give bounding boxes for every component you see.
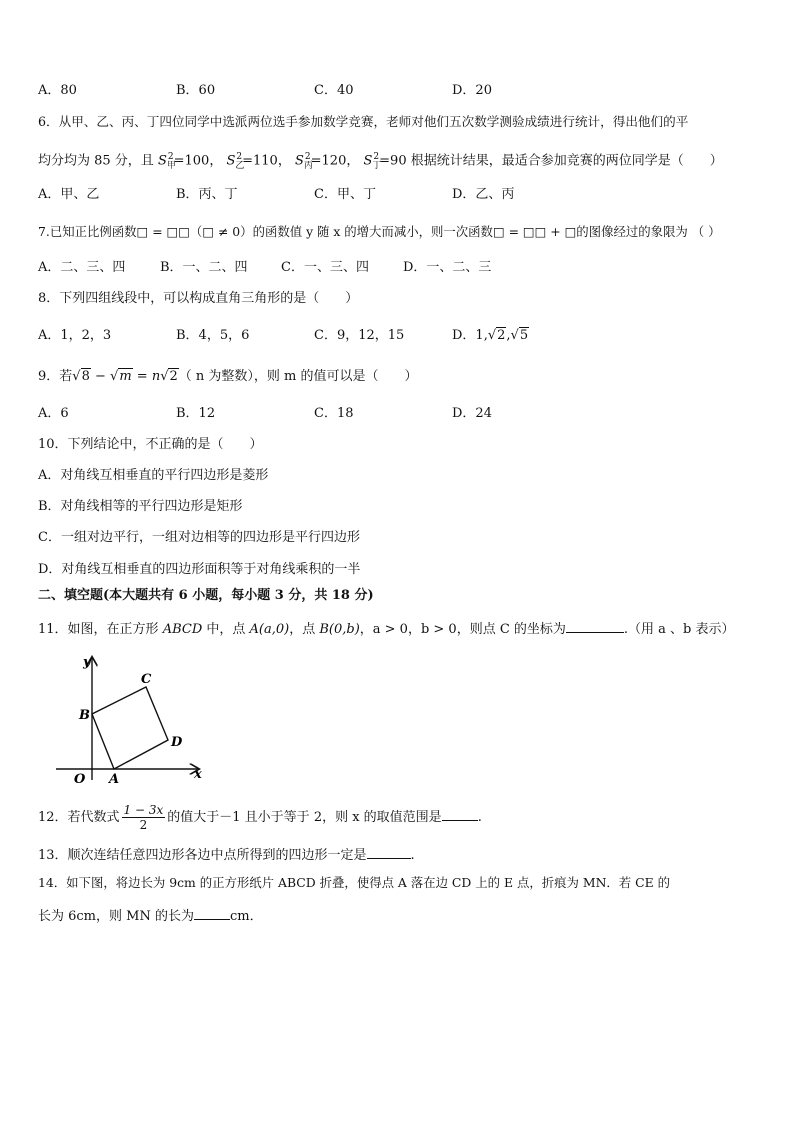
q6-option-d: D．乙、丙 — [452, 187, 515, 202]
q9-option-c: C．18 — [314, 406, 354, 421]
q7-stem: 7.已知正比例函数□ = □□（□ ≠ 0）的函数值 y 随 x 的增大而减小，则一次函数□ = □□ + □的图像经过的象限为 （ ） — [38, 224, 721, 239]
q7-option-c: C．一、三、四 — [281, 260, 369, 275]
q13-stem: 13．顺次连结任意四边形各边中点所得到的四边形一定是 . — [38, 844, 415, 865]
y-axis-label: y — [83, 655, 91, 670]
q5-option-c: C．40 — [314, 83, 354, 98]
q14-stem-line2: 长为 6cm，则 MN 的长为 cm． — [38, 905, 263, 926]
point-a-label: A — [109, 772, 120, 787]
q6-stem-line1: 6．从甲、乙、丙、丁四位同学中选派两位选手参加数学竞赛，老师对他们五次数学测验成绩进行统计，得出他们的平 — [38, 114, 689, 129]
q6-option-a: A．甲、乙 — [38, 187, 100, 202]
q5-option-d: D．20 — [452, 83, 492, 98]
q11-figure — [50, 652, 210, 787]
q6-stem-line2: 均分均为 85 分，且 $S_甲^2=100$， $S_乙^2=110$， $S_丙^2=120$， $S_丁^2=90$ 根据统计结果，最适合参加竞赛的两位同学是（ ） — [38, 152, 723, 171]
q10-option-a: A．对角线互相垂直的平行四边形是菱形 — [38, 468, 269, 483]
q6-option-c: C．甲、丁 — [314, 187, 376, 202]
q11-stem: 11．如图，在正方形 ABCD 中，点 A(a,0)，点 B(0,b)，a > 0，b > 0，则点 C 的坐标为 .（用 a 、b 表示） — [38, 618, 735, 639]
q10-option-b: B．对角线相等的平行四边形是矩形 — [38, 499, 243, 514]
point-d-label: D — [171, 735, 183, 750]
q7-option-a: A．二、三、四 — [38, 260, 126, 275]
origin-label: O — [74, 772, 86, 787]
q8-option-b: B．4，5，6 — [176, 328, 250, 343]
q9-stem: 9．若√8 − √m = n√2（ n 为整数），则 m 的值可以是（ ） — [38, 369, 418, 384]
q8-stem: 8．下列四组线段中，可以构成直角三角形的是（ ） — [38, 291, 359, 306]
q7-option-b: B．一、二、四 — [160, 260, 248, 275]
q8-option-a: A．1，2，3 — [38, 328, 112, 343]
q5-option-b: B．60 — [176, 83, 216, 98]
square-abcd — [92, 687, 168, 769]
q13-answer-blank[interactable] — [367, 844, 411, 859]
point-b-label: B — [79, 708, 90, 723]
section-heading: 二、填空题(本大题共有 6 小题，每小题 3 分，共 18 分) — [38, 588, 374, 603]
q7-option-d: D．一、二、三 — [403, 260, 492, 275]
q9-option-d: D．24 — [452, 406, 492, 421]
q8-option-c: C．9，12，15 — [314, 328, 405, 343]
q14-stem-line1: 14．如下图，将边长为 9cm 的正方形纸片 ABCD 折叠，使得点 A 落在边 CD 上的 E 点，折痕为 MN．若 CE 的 — [38, 875, 670, 890]
x-axis-label: x — [194, 767, 202, 782]
q12-stem: 12．若代数式 $\frac{1 - 3x}{2}$ 的值大于－1 且小于等于 2，则 x 的取值范围是 . — [38, 803, 482, 832]
q10-option-c: C．一组对边平行，一组对边相等的四边形是平行四边形 — [38, 530, 360, 545]
q10-option-d: D．对角线互相垂直的四边形面积等于对角线乘积的一半 — [38, 562, 361, 577]
point-c-label: C — [141, 672, 152, 687]
q12-fraction: $\frac{1 - 3x}{2}$ — [123, 803, 164, 832]
q12-answer-blank[interactable] — [442, 806, 478, 821]
q11-answer-blank[interactable] — [566, 618, 624, 633]
q8-option-d: D．1,√2,√5 — [452, 328, 529, 343]
q10-stem: 10．下列结论中，不正确的是（ ） — [38, 437, 263, 452]
q9-option-b: B．12 — [176, 406, 216, 421]
q5-option-a: A．80 — [38, 83, 77, 98]
q14-answer-blank[interactable] — [194, 905, 230, 920]
q6-option-b: B．丙、丁 — [176, 187, 238, 202]
q9-option-a: A．6 — [38, 406, 69, 421]
